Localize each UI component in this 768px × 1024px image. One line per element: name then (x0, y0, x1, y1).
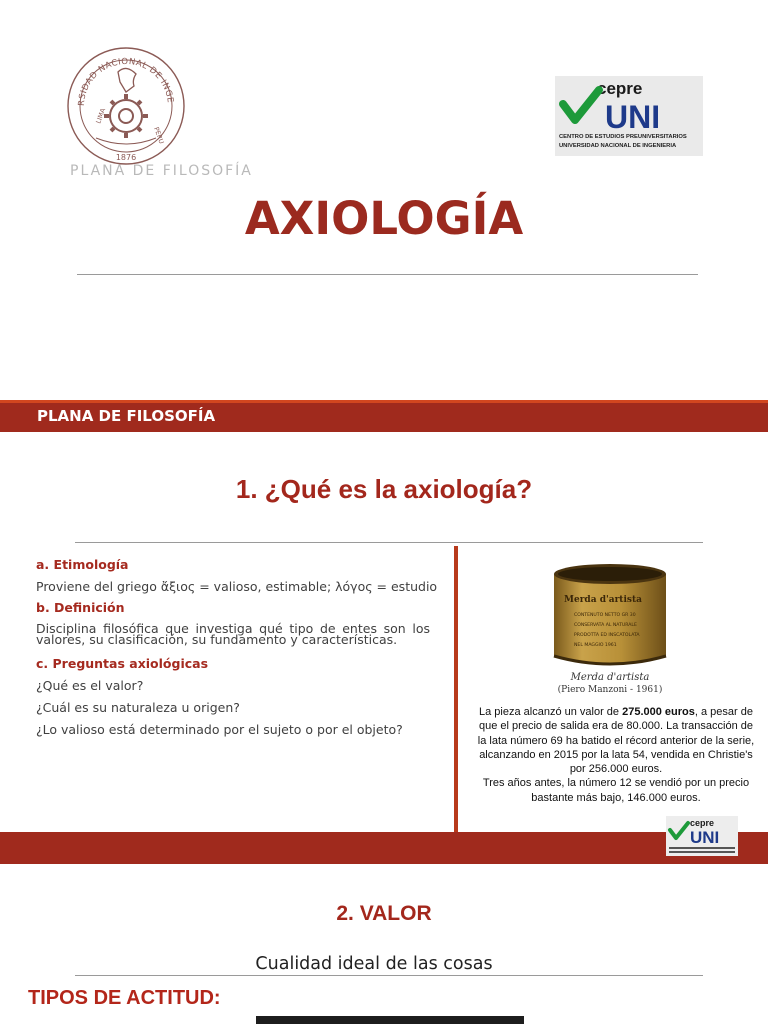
section-subtitle: Cualidad ideal de las cosas (255, 954, 493, 974)
artwork-caption-author: (Piero Manzoni - 1961) (557, 685, 663, 695)
artwork-info-text (476, 705, 756, 805)
definicion-text: Disciplina filosófica que investiga qué tipo de entes son los valores, su clasificación, su fundamento y características. (36, 621, 430, 647)
info-p1-c: , a pesar de que el precio de salida era de 80.000. La transacción de la lata número 69 ha batido el récord anterior de la serie, alcanzando en 2015 por la lata 54, vendida en Christie's por 256.000 euros. (477, 706, 755, 776)
artwork-can-image (550, 560, 670, 672)
page-title: AXIOLOGÍA (244, 192, 524, 245)
info-price-highlight: 275.000 euros (622, 706, 695, 718)
question-item: ¿Lo valioso está determinado por el sujeto o por el objeto? (36, 722, 403, 737)
cepre-uni-logo-small (666, 816, 738, 856)
section-title: 1. ¿Qué es la axiología? (235, 474, 533, 504)
artwork-caption-title: Merda d'artista (570, 672, 650, 683)
seal-side-right: PERU (152, 125, 166, 145)
svg-text:UNIVERSIDAD NACIONAL DE INGENI (66, 42, 175, 106)
info-p1-a: La pieza alcanzó un valor de (479, 706, 623, 718)
logo-line1: CENTRO DE ESTUDIOS PREUNIVERSITARIOS (559, 134, 687, 140)
seal-side-left: LIMA (94, 107, 108, 125)
can-label-line: PRODOTTA ED INSCATOLATA (574, 633, 640, 638)
seal-year: 1876 (115, 153, 137, 162)
seal-top-text: RSIDAD NACIONAL DE INGE (76, 56, 175, 107)
preguntas-label: c. Preguntas axiológicas (36, 656, 209, 671)
divider-line (77, 274, 698, 275)
can-label-line: NEL MAGGIO 1961 (574, 643, 617, 648)
can-label-line: CONTENUTO NETTO GR 30 (574, 613, 636, 618)
question-item: ¿Qué es el valor? (36, 678, 144, 693)
definicion-label: b. Definición (36, 600, 125, 615)
tipos-heading: TIPOS DE ACTITUD: (28, 987, 221, 1009)
can-label-title: Merda d'artista (564, 595, 642, 605)
etimologia-text: Proviene del griego ἄξιος = valioso, estimable; λόγος = estudio (36, 579, 438, 594)
university-seal-logo (66, 42, 186, 170)
vertical-divider (454, 546, 458, 834)
logo-brand-main: UNI (690, 828, 720, 847)
can-label-line: CONSERVATA AL NATURALE (574, 623, 637, 628)
cepre-uni-logo (555, 76, 703, 156)
divider-line (75, 542, 703, 543)
watermark-text: PLANA DE FILOSOFÍA (70, 163, 253, 179)
etimologia-label: a. Etimología (36, 557, 129, 572)
divider-line (75, 975, 703, 976)
section-title: 2. VALOR (336, 902, 432, 925)
logo-line2: UNIVERSIDAD NACIONAL DE INGENIERIA (559, 143, 677, 149)
logo-brand-main: UNI (605, 99, 661, 135)
question-item: ¿Cuál es su naturaleza u origen? (36, 700, 240, 715)
info-p2: Tres años antes, la número 12 se vendió por un precio bastante más bajo, 146.000 euros. (482, 777, 750, 804)
header-band-label: PLANA DE FILOSOFÍA (37, 407, 216, 425)
logo-brand-top: cepre (597, 79, 643, 98)
logo-brand-top: cepre (690, 818, 715, 828)
footer-band (0, 832, 768, 864)
photo-image (256, 1016, 524, 1024)
